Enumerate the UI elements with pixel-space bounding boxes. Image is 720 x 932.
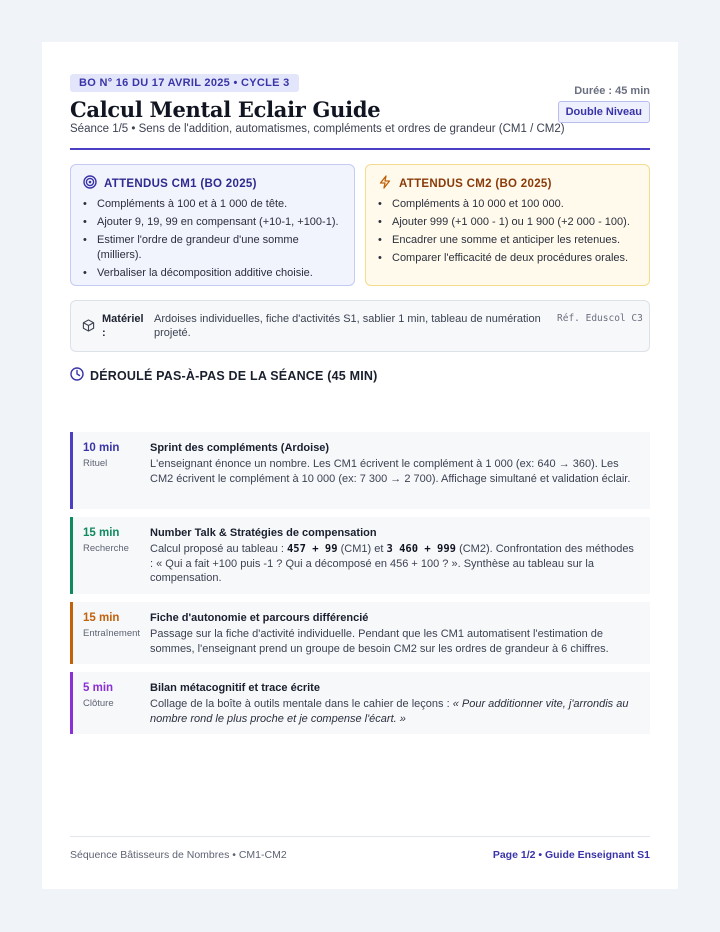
bo-badge: BO N° 16 DU 17 AVRIL 2025 • CYCLE 3 (70, 74, 299, 92)
list-item: • Compléments à 100 et à 1 000 de tête. (83, 197, 342, 212)
box-icon (82, 319, 95, 337)
list-item: • Compléments à 10 000 et 100 000. (378, 197, 637, 212)
target-icon (83, 175, 97, 192)
objectives-cm2-card (365, 164, 650, 286)
step-title: Number Talk & Stratégies de compensation (150, 527, 377, 539)
step-card (70, 432, 650, 509)
duration-label: Durée : 45 min (574, 85, 650, 97)
step-phase: Entraînement (83, 628, 141, 639)
step-phase: Recherche (83, 543, 129, 554)
materiel-text: Ardoises individuelles, fiche d'activités S1, sablier 1 min, tableau de numération projeté. (154, 313, 541, 339)
step-time: 10 min (83, 442, 120, 454)
objectives-cm2-list (378, 197, 637, 266)
materiel-label: Matériel : (102, 313, 144, 339)
materiel-reference: Réf. Eduscol C3 (557, 313, 643, 324)
step-description: Passage sur la fiche d'activité individuelle. Pendant que les CM1 automatisent l'estimation de sommes, l'enseignant prend un groupe de besoin CM2 sur les ordres de grandeur à 6 chiffres. (150, 628, 609, 655)
step-description (150, 542, 640, 586)
objectives-cm2-header (378, 175, 637, 192)
step-description (150, 697, 640, 726)
document-page (42, 42, 678, 889)
list-item: • Comparer l'efficacité de deux procédures orales. (378, 251, 637, 266)
step-card (70, 602, 650, 664)
materiel-box (70, 300, 650, 352)
step-time: 15 min (83, 527, 120, 539)
step-desc-text: Collage de la boîte à outils mentale dans le cahier de leçons : (150, 698, 453, 710)
objectives-cm1-title: ATTENDUS CM1 (BO 2025) (104, 177, 257, 190)
expression-cm2: 3 460 + 999 (386, 543, 457, 555)
lightning-icon (378, 175, 392, 192)
step-phase: Clôture (83, 698, 114, 709)
step-title: Fiche d'autonomie et parcours différencié (150, 612, 369, 624)
closing-quote: « Pour additionner vite, j'arrondis au nombre rond le plus proche et je compense l'écart. » (150, 698, 629, 725)
section-title-text: DÉROULÉ PAS-À-PAS DE LA SÉANCE (45 MIN) (90, 368, 378, 383)
section-title (70, 367, 377, 384)
expression-cm1: 457 + 99 (286, 543, 338, 555)
list-item: • Ajouter 999 (+1 000 - 1) ou 1 900 (+2 000 - 100). (378, 215, 637, 230)
step-title: Sprint des compléments (Ardoise) (150, 442, 330, 454)
step-desc-text: (CM1) et (337, 543, 387, 555)
objectives-cm2-title: ATTENDUS CM2 (BO 2025) (399, 177, 552, 190)
step-time: 15 min (83, 612, 120, 624)
objectives-cm1-card (70, 164, 355, 286)
list-item: • Encadrer une somme et anticiper les retenues. (378, 233, 637, 248)
step-card (70, 517, 650, 594)
footer (70, 836, 650, 866)
step-desc-text: (CM2). Confrontation des méthodes : « Qui a fait +100 puis -1 ? Qui a décomposé en 456 + 100 ? ». Synthèse au tableau sur la compensation. (150, 543, 634, 584)
page-title: Calcul Mental Eclair Guide (70, 97, 381, 122)
objectives-section (70, 164, 650, 286)
objectives-cm1-header (83, 175, 342, 192)
list-item: • Verbaliser la décomposition additive choisie. (83, 266, 342, 281)
level-badge: Double Niveau (558, 101, 650, 123)
step-phase: Rituel (83, 458, 108, 469)
page-content (70, 74, 650, 725)
list-item: • Ajouter 9, 19, 99 en compensant (+10-1, +100-1). (83, 215, 342, 230)
step-description: L'enseignant énonce un nombre. Les CM1 écrivent le complément à 1 000 (ex: 640 → 360). Les CM2 écrivent le complément à 10 000 (ex: 7 300 → 2 700). Affichage simultané et validation éclair. (150, 458, 631, 485)
list-item: • Estimer l'ordre de grandeur d'une somme (milliers). (83, 233, 342, 262)
objectives-cm1-list (83, 197, 342, 280)
clock-icon (70, 367, 84, 384)
footer-page-number: Page 1/2 • Guide Enseignant S1 (492, 849, 650, 861)
page-subtitle: Séance 1/5 • Sens de l'addition, automatismes, compléments et ordres de grandeur (CM1 / CM2) (70, 123, 565, 135)
step-time: 5 min (83, 682, 114, 694)
step-title: Bilan métacognitif et trace écrite (150, 682, 320, 694)
step-card (70, 672, 650, 734)
step-desc-text: Calcul proposé au tableau : (150, 543, 287, 555)
header (70, 74, 650, 150)
footer-sequence: Séquence Bâtisseurs de Nombres • CM1-CM2 (70, 849, 287, 861)
